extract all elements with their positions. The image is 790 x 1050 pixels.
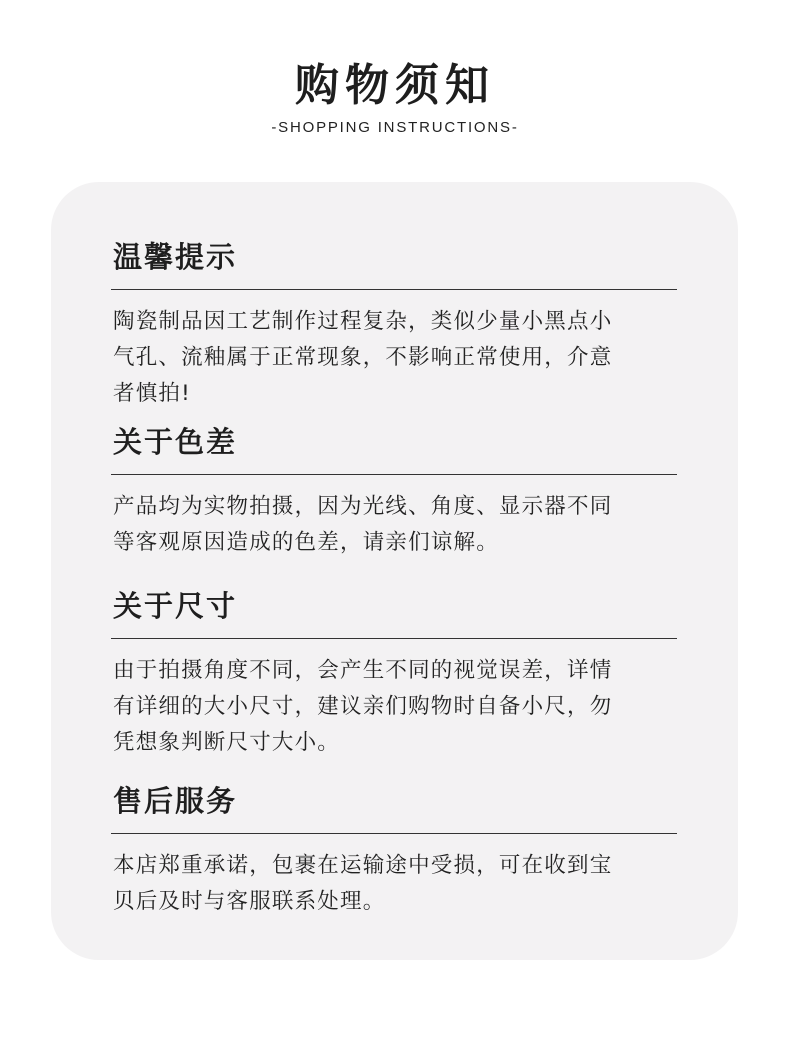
body-line: 由于拍摄角度不同，会产生不同的视觉误差，详情 — [113, 658, 613, 683]
page-subtitle: -SHOPPING INSTRUCTIONS- — [271, 119, 519, 136]
section-divider — [111, 833, 677, 834]
section-color-difference — [111, 423, 677, 561]
section-warm-tips — [111, 238, 677, 412]
section-heading: 温馨提示 — [113, 240, 238, 274]
section-body — [111, 653, 677, 761]
section-divider — [111, 474, 677, 475]
section-body — [111, 848, 677, 920]
page-header — [0, 58, 790, 138]
section-divider — [111, 289, 677, 290]
section-body — [111, 304, 677, 412]
section-heading: 关于色差 — [113, 425, 238, 459]
section-divider — [111, 638, 677, 639]
body-line: 产品均为实物拍摄，因为光线、角度、显示器不同 — [113, 494, 613, 519]
body-line: 凭想象判断尺寸大小。 — [113, 730, 341, 755]
body-line: 有详细的大小尺寸，建议亲们购物时自备小尺，勿 — [113, 694, 613, 719]
section-size — [111, 587, 677, 761]
section-body — [111, 489, 677, 561]
section-heading: 售后服务 — [113, 784, 238, 818]
body-line: 陶瓷制品因工艺制作过程复杂，类似少量小黑点小 — [113, 309, 613, 334]
body-line: 贝后及时与客服联系处理。 — [113, 889, 386, 914]
body-line: 等客观原因造成的色差，请亲们谅解。 — [113, 530, 499, 555]
body-line: 者慎拍! — [113, 381, 191, 406]
body-line: 本店郑重承诺，包裹在运输途中受损，可在收到宝 — [113, 853, 613, 878]
page-title: 购物须知 — [295, 60, 495, 111]
section-after-sales — [111, 782, 677, 920]
body-line: 气孔、流釉属于正常现象，不影响正常使用，介意 — [113, 345, 613, 370]
instructions-card — [51, 182, 738, 960]
section-heading: 关于尺寸 — [113, 589, 238, 623]
